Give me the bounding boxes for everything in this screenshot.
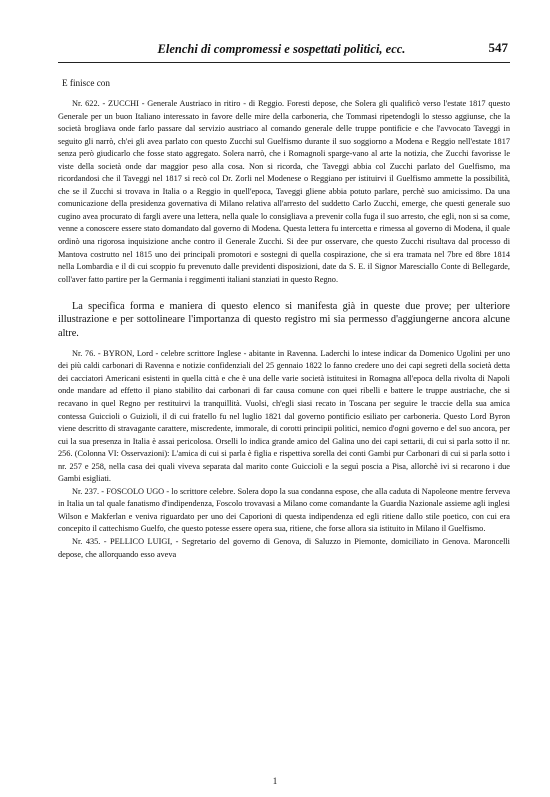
intro-paragraph: La specifica forma e maniera di questo elenco si manifesta già in queste due prove; per ulteriore illustrazione e per sottolineare l'importanza di questo registro mi sia permesso d'aggiungerne ancora alcune altre. <box>58 301 510 339</box>
entry-76: Nr. 76. - BYRON, Lord - celebre scrittore Inglese - abitante in Ravenna. Laderchi lo intese indicar da Domenico Ugolini per uno dei più caldi carbonari di Ravenna e notizie confidenziali del 25 gennaio 1822 lo fanno credere uno dei capi segreti della società detta dei cacciatori Americani esistenti in quella città e che è una delle varie società istituitesi in Romagna all'epoca della rivolta di Napoli onde mandare ad effetto il piano stabilito dai carbonari di far causa comune con quei ribelli e battere le truppe austriache, che si recavano in quel Regno per restituirvi la tranquillità. Vuolsi, ch'egli siasi recato in Toscana per seguire le traccie della sua amica contessa Guiccioli o Guizioli, il di cui fratello fu nel luglio 1821 dal governo pontificio esiliato per carboneria. Questo Lord Byron viene descritto di stravagante carattere, miscredente, immorale, di corotti principii politici, nemico d'ogni governo e del suo ancora, per cui la sua presenza in Italia è assai pericolosa. Orselli lo indica grande amico del Galina uno dei capi settarii, di cui si parla sotto il nr. 256. (Colonna VI: Osservazioni): L'amica di cui si parla è figlia e rispettiva sorella dei conti Gambi pur Carbonari di cui si parla sotto i nr. 257 e 258, nella casa dei quali viveva separata dal marito conte Guiccioli e la seguì poscia a Pisa, allorchè ivi si recarono i due Gambi esigliati. <box>58 348 510 484</box>
entry-622: Nr. 622. - ZUCCHI - Generale Austriaco in ritiro - di Reggio. Foresti depose, che Solera gli qualificò verso l'estate 1817 questo Generale per un buon Italiano interessato in favore delle mire della carboneria, che Tommasi ripetendogli lo stesso aggiunse, che la società brogliava onde farlo passare dal servizio austriaco al comando generale delle truppe pontificie e che l'avvocato Taveggi in seguito gli narrò, ch'ei gli avea parlato con questo Zucchi sul Guelfismo durante il suo soggiorno a Modena e Reggio nell'estate 1817 senza però giudicarlo che fosse stato aggregato. Solera narrò, che i Romagnoli sparge-vano al arte la notizia, che Zucchi favorisse le viste della società onde dar maggior peso alla cosa. Non si ricorda, che Taveggi abbia col Zucchi parlato del Guelfismo, ma ricordandosi che il Taveggi nel 1817 si recò col Dr. Zorli nel Modenese o Reggiano per istituirvi il Guelfismo ammette la possibilità, che se il Zucchi si trovava in Italia o a Reggio in quell'epoca, Taveggi gliene abbia potuto parlare, perchè suo amicissimo. Da una comunicazione della presidenza governativa di Milano relativa all'arresto del suddetto Carlo Zucchi, emerge, che questi generale suo cugino avea procurato di fargli avere una lettera, nella quale lo consigliava a prevenir colla fuga il suo arresto, che egli, non si sa come, venne a conoscere essere stato domandato dal governo di Modena. Questa lettera fu intercetta e rimessa al governo di Modena, il quale ordinò una rigorosa inquisizione anche contro il Generale Zucchi. Si dee pur osservare, che questo Zucchi risultava dal processo di Mantova costrutto nel 1815 uno dei principali promotori e sostegni di quella cospirazione, che si era tramata nel 7bre ed 8bre 1814 nella Lombardia e il di cui scoppio fu prevenuto dalle previdenti disposizioni, date da S. E. il Signor Maresciallo Conte di Bellegarde, coll'aver fatto partire per la Germania i reggimenti italiani stanziati in questo Regno. <box>58 99 510 284</box>
page-number: 547 <box>488 40 508 55</box>
entry-237: Nr. 237. - FOSCOLO UGO - lo scrittore celebre. Solera dopo la sua condanna espose, che alla caduta di Napoleone mentre ferveva in Italia un tal quale fanatismo d'indipendenza, Foscolo trovavasi a Milano come comandante la Guardia Nazionale assieme agli inglesi Wilson e Makferlan e veniva riguardato per uno dei Caporioni di questa indipendenza ed egli ritiene dallo stile poetico, con cui era concepito il cattechismo Guelfo, che questo potesse essere opera sua, ritiene, che forse allora sia istituito in Milano il Guelfismo. <box>58 486 510 534</box>
entry-435: Nr. 435. - PELLICO LUIGI, - Segretario del governo di Genova, di Saluzzo in Piemonte, domiciliato in Genova. Maroncelli depose, che allorquando esso aveva <box>58 537 510 559</box>
running-header <box>58 40 510 62</box>
footer-mark: 1 <box>272 776 278 786</box>
entries-block <box>58 348 510 561</box>
page-body <box>58 74 510 561</box>
header-rule <box>58 62 510 63</box>
running-title: Elenchi di compromessi e sospettati politici, ecc. <box>157 42 406 56</box>
lead-line: E finisce con <box>62 78 110 88</box>
entry-622-block <box>58 98 510 286</box>
